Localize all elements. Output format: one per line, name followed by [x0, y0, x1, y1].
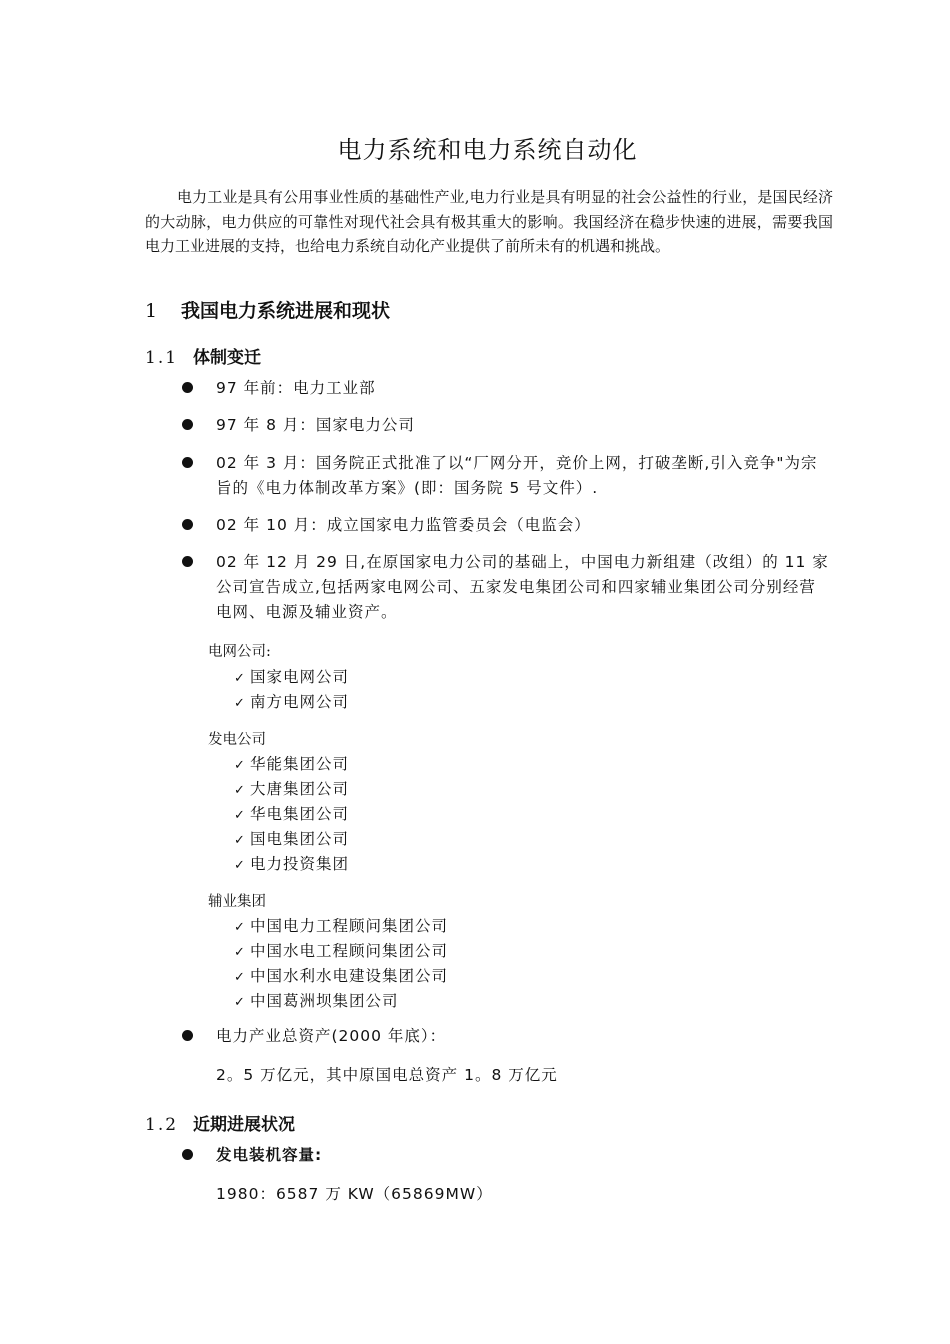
list-item: ✓ 华能集团公司: [234, 755, 350, 773]
list-item: ✓ 国家电网公司: [234, 668, 350, 686]
list-item: ✓ 国电集团公司: [234, 830, 350, 848]
list-item: 发电装机容量:: [182, 1143, 832, 1168]
section-1-1-heading: [145, 343, 261, 368]
check-icon: ✓: [234, 995, 246, 1010]
list-item: ✓ 中国葛洲坝集团公司: [234, 992, 399, 1010]
check-icon: ✓: [234, 783, 246, 798]
list-item: 02 年 10 月：成立国家电力监管委员会（电监会）: [182, 513, 832, 538]
bullet-icon: [182, 382, 193, 393]
bullet-icon: [182, 419, 193, 430]
section-number: 1.1: [145, 348, 179, 368]
list-item: ✓ 中国电力工程顾问集团公司: [234, 917, 449, 935]
list-item: 97 年 8 月：国家电力公司: [182, 413, 832, 438]
check-icon: ✓: [234, 920, 246, 935]
section-number: 1.2: [145, 1115, 179, 1135]
bullet-icon: [182, 556, 193, 567]
document-title: 电力系统和电力系统自动化: [337, 136, 638, 164]
list-item: ✓ 中国水电工程顾问集团公司: [234, 942, 449, 960]
bullet-icon: [182, 1149, 193, 1160]
list-item: 电力产业总资产(2000 年底）：: [182, 1024, 832, 1049]
group-label-grid-companies: 电网公司:: [208, 644, 271, 660]
check-icon: ✓: [234, 671, 246, 686]
check-icon: ✓: [234, 808, 246, 823]
section-title: 体制变迁: [193, 348, 261, 368]
check-icon: ✓: [234, 858, 246, 873]
check-icon: ✓: [234, 970, 246, 985]
list-item: ✓ 南方电网公司: [234, 693, 350, 711]
list-item: ✓ 中国水利水电建设集团公司: [234, 967, 449, 985]
list-item: ✓ 大唐集团公司: [234, 780, 350, 798]
bullet-icon: [182, 519, 193, 530]
intro-paragraph: 电力工业是具有公用事业性质的基础性产业,电力行业是具有明显的社会公益性的行业，是国民经济的大动脉，电力供应的可靠性对现代社会具有极其重大的影响。我国经济在稳步快速的进展，需要我国电力工业进展的支持，也给电力系统自动化产业提供了前所未有的机遇和挑战。: [145, 188, 833, 255]
list-item: ✓ 电力投资集团: [234, 855, 350, 873]
list-item: 02 年 12 月 29 日,在原国家电力公司的基础上，中国电力新组建（改组）的 11 家公司宣告成立,包括两家电网公司、五家发电集团公司和四家辅业集团公司分别经营电网、电源及辅业资产。: [182, 550, 832, 625]
group-label-auxiliary-groups: 辅业集团: [208, 894, 266, 910]
section-1-2-heading: [145, 1110, 295, 1135]
list-item: ✓ 华电集团公司: [234, 805, 350, 823]
list-item: 97 年前：电力工业部: [182, 376, 832, 401]
check-icon: ✓: [234, 833, 246, 848]
bullet-icon: [182, 457, 193, 468]
section-1-heading: [145, 296, 390, 323]
check-icon: ✓: [234, 945, 246, 960]
bullet-icon: [182, 1030, 193, 1041]
section-title: 近期进展状况: [193, 1115, 295, 1135]
assets-value: 2。5 万亿元，其中原国电总资产 1。8 万亿元: [216, 1066, 558, 1084]
group-label-generation-companies: 发电公司: [208, 732, 266, 748]
list-item: 02 年 3 月：国务院正式批准了以“厂网分开，竞价上网，打破垄断,引入竞争"为宗旨的《电力体制改革方案》(即：国务院 5 号文件）.: [182, 451, 832, 501]
check-icon: ✓: [234, 758, 246, 773]
section-title: 我国电力系统进展和现状: [181, 300, 391, 322]
capacity-line: 1980：6587 万 KW（65869MW）: [216, 1185, 493, 1203]
section-number: 1: [145, 300, 158, 322]
check-icon: ✓: [234, 696, 246, 711]
